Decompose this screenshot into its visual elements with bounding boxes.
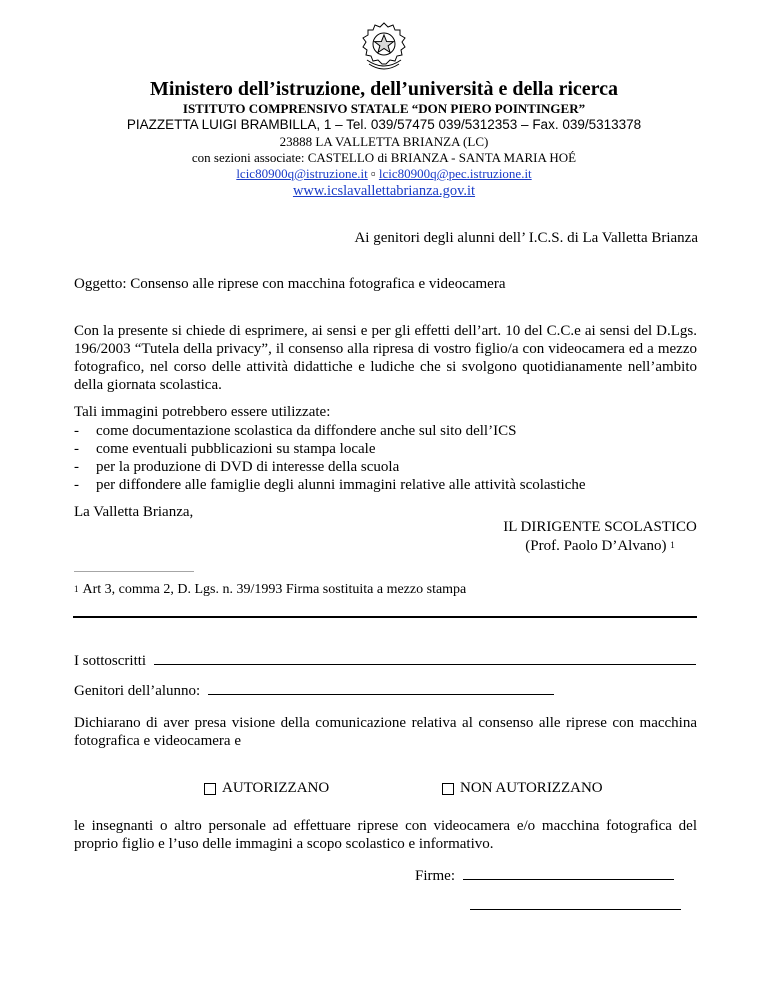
pec-email-link[interactable]: lcic80900q@pec.istruzione.it <box>378 166 532 181</box>
email-separator: ▫ <box>371 166 376 181</box>
closing-paragraph: le insegnanti o altro personale ad effettuare riprese con videocamera e/o macchina fotografica del proprio figlio e l’uso delle immagini a scopo scolastico e informativo. <box>74 818 697 852</box>
list-item: - come eventuali pubblicazioni su stampa locale <box>74 441 376 457</box>
republic-emblem-icon <box>359 20 409 72</box>
list-intro: Tali immagini potrebbero essere utilizzate: <box>74 404 331 420</box>
school-address: PIAZZETTA LUIGI BRAMBILLA, 1 – Tel. 039/57475 039/5312353 – Fax. 039/5313378 <box>126 117 642 132</box>
signatures-label: Firme: <box>415 868 455 884</box>
signatory-title: IL DIRIGENTE SCOLASTICO <box>503 519 697 535</box>
footnote-divider <box>74 571 194 572</box>
signatory-name: (Prof. Paolo D’Alvano) 1 <box>525 538 675 554</box>
associated-sections: con sezioni associate: CASTELLO di BRIANZA - SANTA MARIA HOÉ <box>191 150 577 165</box>
genitori-label: Genitori dell’alunno: <box>74 683 201 699</box>
section-divider <box>73 616 697 618</box>
website-link[interactable]: www.icslavallettabrianza.gov.it <box>292 183 476 199</box>
declaration-paragraph: Dichiarano di aver presa visione della comunicazione relativa al consenso alle riprese con macchina fotografica e videocamera e <box>74 715 697 749</box>
email-line <box>0 166 768 182</box>
not-authorize-option[interactable] <box>442 780 603 797</box>
not-authorize-checkbox[interactable] <box>442 783 454 795</box>
ministry-title: Ministero dell’istruzione, dell’università e della ricerca <box>149 78 619 100</box>
list-item: - per diffondere alle famiglie degli alunni immagini relative alle attività scolastiche <box>74 477 586 493</box>
school-city: 23888 LA VALLETTA BRIANZA (LC) <box>279 134 489 149</box>
authorize-option[interactable] <box>204 780 329 797</box>
sottoscritti-field[interactable] <box>154 651 696 665</box>
intro-paragraph: Con la presente si chiede di esprimere, ai sensi e per gli effetti dell’art. 10 del C.C.e ai sensi del D.Lgs. 196/2003 “Tutela della privacy”, il consenso alla ripresa di vostro figlio/a con videocamera ed a mezzo fotografico, nel corso delle attività didattiche e ludiche che si svolgono quotidianamente nell’ambito della giornata scolastica. <box>74 323 697 393</box>
authorize-checkbox[interactable] <box>204 783 216 795</box>
list-item: - per la produzione di DVD di interesse della scuola <box>74 459 400 475</box>
authorize-label: AUTORIZZANO <box>222 780 330 796</box>
email-link[interactable]: lcic80900q@istruzione.it <box>236 166 368 181</box>
signatures-row <box>415 866 674 885</box>
footnote-reference: 1 <box>670 540 675 550</box>
place-line: La Valletta Brianza, <box>74 504 194 520</box>
footnote <box>74 582 466 598</box>
genitori-row <box>74 681 554 700</box>
recipient-line: Ai genitori degli alunni dell’ I.C.S. di La Valletta Brianza <box>354 230 698 246</box>
list-item: - come documentazione scolastica da diffondere anche sul sito dell’ICS <box>74 423 517 439</box>
not-authorize-label: NON AUTORIZZANO <box>460 780 603 796</box>
footnote-mark: 1 <box>74 584 79 594</box>
school-name: ISTITUTO COMPRENSIVO STATALE “DON PIERO POINTINGER” <box>182 101 586 116</box>
signature-field-1[interactable] <box>463 866 674 880</box>
signature-field-2[interactable] <box>470 896 681 910</box>
sottoscritti-row <box>74 651 696 670</box>
sottoscritti-label: I sottoscritti <box>74 653 147 669</box>
usage-list <box>74 422 586 494</box>
website-line <box>0 183 768 200</box>
subject-line: Oggetto: Consenso alle riprese con macchina fotografica e videocamera <box>74 276 506 292</box>
alunno-field[interactable] <box>208 681 554 695</box>
footnote-text: Art 3, comma 2, D. Lgs. n. 39/1993 Firma sostituita a mezzo stampa <box>82 582 467 597</box>
